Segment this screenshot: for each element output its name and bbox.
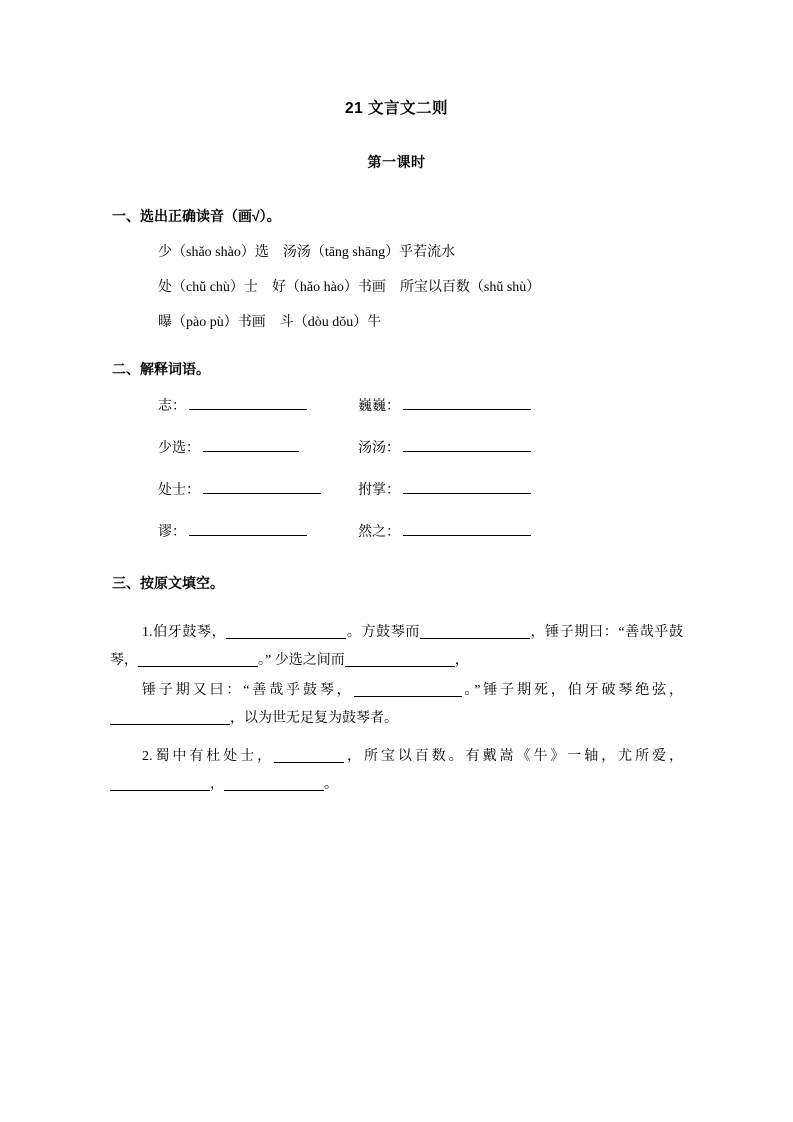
answer-blank[interactable] [189,521,307,536]
answer-blank[interactable] [354,680,462,697]
pron-item: 处（chǔ chù）士 [158,280,258,295]
definition-item [158,395,358,417]
answer-blank[interactable] [345,650,455,667]
question-1 [110,619,683,733]
answer-blank[interactable] [403,479,531,494]
answer-blank[interactable] [226,622,346,639]
definition-item [158,479,358,501]
question-1-text [110,619,683,675]
q1-t4: 。” 少选之间而 [258,653,345,668]
q2-t3: ， [210,777,224,792]
definition-label: 谬： [158,525,186,540]
q1-t6: 锤子期又曰：“善哉乎鼓琴， [142,683,354,698]
q1-t5: ， [454,653,469,668]
pron-item: 好（hǎo hào）书画 [271,280,386,295]
answer-blank[interactable] [274,746,344,763]
definition-row [110,521,683,543]
pron-item: 所宝以百数（shǔ shù） [399,280,541,295]
page-title: 21 文言文二则 [344,100,449,117]
q2-t2: ，所宝以百数。有戴嵩《牛》一轴，尤所爱， [344,749,684,764]
q2-t1: 2.蜀中有杜处士， [142,749,275,764]
answer-blank[interactable] [203,479,321,494]
answer-blank[interactable] [138,650,258,667]
definition-row [110,395,683,417]
question-2 [110,743,683,799]
section-heading-3: 三、按原文填空。 [112,575,224,591]
page-subtitle: 第一课时 [367,154,426,170]
definition-label: 志： [158,399,186,414]
q2-t4: 。 [324,777,338,792]
definition-item [358,437,531,459]
q1-t3: ，锤子期曰：“善哉乎鼓琴， [110,625,684,668]
definition-label: 然之： [358,525,400,540]
definition-label: 处士： [158,483,200,498]
definition-label: 拊掌： [358,483,400,498]
definition-label: 汤汤： [358,441,400,456]
q1-t8: ，以为世无足复为鼓琴者。 [230,711,398,726]
definition-item [358,521,531,543]
definition-item [358,479,531,501]
question-1-text-cont [110,677,683,733]
answer-blank[interactable] [189,395,307,410]
q1-t2: 。方鼓琴而 [346,625,420,640]
question-2-text [110,743,683,799]
answer-blank[interactable] [420,622,530,639]
definition-item [358,395,531,417]
pronunciation-line-3 [110,312,683,333]
pronunciation-line-2 [110,277,683,298]
definition-item [158,437,358,459]
answer-blank[interactable] [403,395,531,410]
answer-blank[interactable] [403,521,531,536]
q1-t7: 。”锤子期死，伯牙破琴绝弦， [461,683,683,698]
q1-t1: 1.伯牙鼓琴， [142,625,227,640]
answer-blank[interactable] [110,774,210,791]
pronunciation-line-1 [110,242,683,263]
answer-blank[interactable] [203,437,299,452]
definition-row [110,437,683,459]
section-heading-1: 一、选出正确读音（画√）。 [112,208,281,224]
definition-label: 少选： [158,441,200,456]
pron-item: 少（shǎo shào）选 [158,245,269,260]
pron-item: 曝（pào pù）书画 [158,315,266,330]
definition-item [158,521,358,543]
section-heading-2: 二、解释词语。 [112,361,210,377]
answer-blank[interactable] [224,774,324,791]
definition-row [110,479,683,501]
definition-label: 巍巍： [358,399,400,414]
answer-blank[interactable] [403,437,531,452]
answer-blank[interactable] [110,708,230,725]
pron-item: 汤汤（tāng shāng）乎若流水 [282,245,456,260]
pron-item: 斗（dòu dǒu）牛 [279,315,382,330]
fill-in-blank-section [110,619,683,799]
